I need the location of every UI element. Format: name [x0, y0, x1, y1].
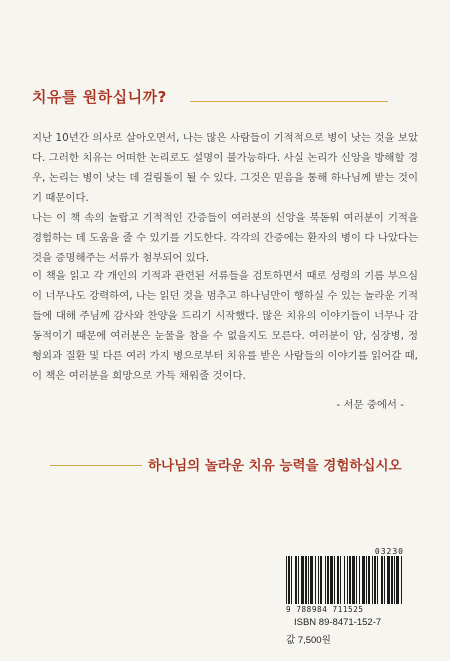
- excerpt-attribution: - 서문 중에서 -: [336, 399, 404, 411]
- isbn-number: ISBN 89-8471-152-7: [294, 617, 382, 628]
- headline-rule: [190, 101, 388, 102]
- price: 값 7,500원: [286, 635, 331, 646]
- headline: 치유를 원하십니까?: [32, 88, 167, 106]
- subheadline-rule: [50, 465, 142, 466]
- barcode-addon: 03230: [374, 547, 404, 556]
- barcode-bars: [286, 556, 404, 604]
- barcode-block: [286, 547, 404, 649]
- paragraph-3: 이 책을 읽고 각 개인의 기적과 관련된 서류들을 검토하면서 때로 성령의 기름 부으심이 너무나도 강력하여, 나는 읽던 것을 멈추고 하나님만이 행하실 수 있는 놀라운 기적들에 대해 주님께 감사와 찬양을 드리기 시작했다. 많은 치유의 이야기들이 너무나 감동적이기 때문에 여러분은 눈물을 참을 수 없을지도 모른다. 여러분이 암, 심장병, 정형외과 질환 및 다른 여러 가지 병으로부터 치유를 받은 사람들의 이야기를 읽어갈 때, 이 책은 여러분을 희망으로 가득 채워줄 것이다.: [32, 270, 418, 382]
- subheadline: 하나님의 놀라운 치유 능력을 경험하십시오: [148, 458, 402, 474]
- paragraph-1: 지난 10년간 의사로 살아오면서, 나는 많은 사람들이 기적적으로 병이 낫는 것을 보았다. 그러한 치유는 어떠한 논리로도 설명이 불가능하다. 사실 논리가 신앙을 방해할 경우, 논리는 병이 낫는 데 걸림돌이 될 수 있다. 그것은 믿음을 통해 하나님께 받는 것이기 때문이다.: [32, 132, 418, 204]
- barcode-number: 9 788984 711525: [286, 605, 364, 614]
- paragraph-2: 나는 이 책 속의 놀랍고 기적적인 간증들이 여러분의 신앙을 북돋워 여러분이 기적을 경험하는 데 도움을 줄 수 있기를 기도한다. 각각의 간증에는 환자의 병이 다 나았다는 것을 증명해주는 서류가 첨부되어 있다.: [32, 212, 418, 264]
